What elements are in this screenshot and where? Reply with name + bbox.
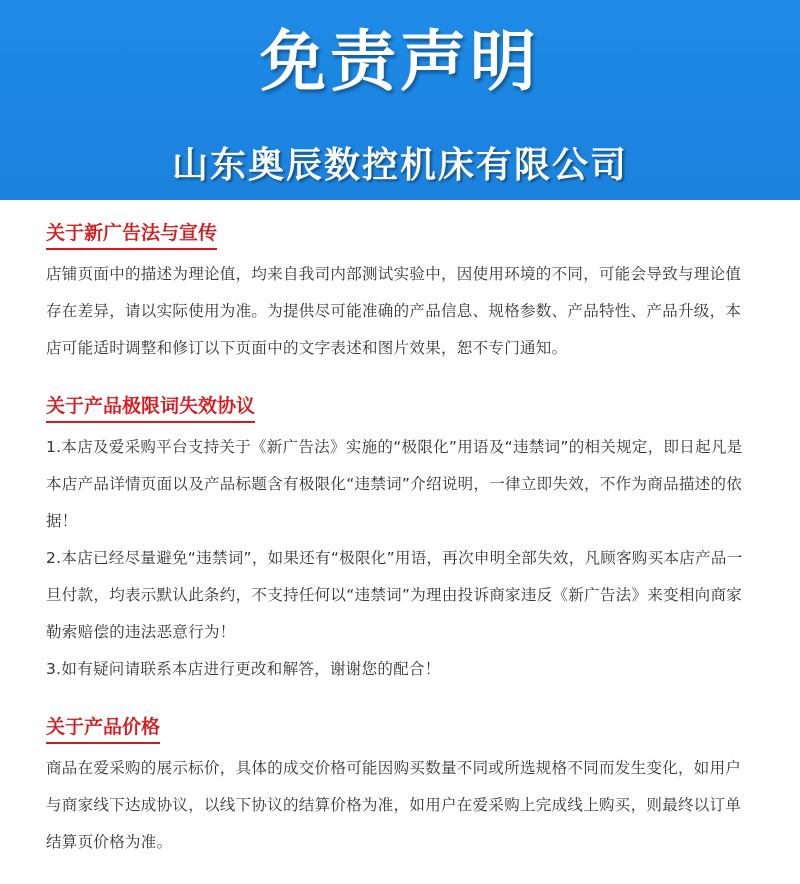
section-heading: 关于产品价格 [46,714,160,744]
company-name: 山东奥辰数控机床有限公司 [171,145,628,186]
section-paragraph: 店铺页面中的描述为理论值，均来自我司内部测试实验中，因使用环境的不同，可能会导致与理论值存在差异，请以实际使用为准。为提供尽可能准确的产品信息、规格参数、产品特性、产品升级，本店可能适时调整和修订以下页面中的文字表述和图片效果，恕不专门通知。 [46,265,742,357]
section-paragraph: 商品在爱采购的展示标价，具体的成交价格可能因购买数量不同或所选规格不同而发生变化，如用户与商家线下达成协议，以线下协议的结算价格为准，如用户在爱采购上完成线上购买，则最终以订单结算页价格为准。 [46,759,742,851]
page-title: 免责声明 [260,23,540,100]
header-banner [0,0,800,200]
section-paragraph: 3.如有疑问请联系本店进行更改和解答，谢谢您的配合！ [46,660,441,678]
section-heading: 关于产品极限词失效协议 [46,393,255,423]
section-advertising-law [46,220,756,367]
section-heading: 关于新广告法与宣传 [46,220,217,250]
section-product-price [46,714,756,861]
disclaimer-content [0,200,800,861]
section-paragraph: 2.本店已经尽量避免“违禁词”，如果还有“极限化”用语，再次申明全部失效，凡顾客购买本店产品一旦付款，均表示默认此条约，不支持任何以“违禁词”为理由投诉商家违反《新广告法》来变相向商家勒索赔偿的违法恶意行为！ [46,549,743,641]
section-paragraph: 1.本店及爱采购平台支持关于《新广告法》实施的“极限化”用语及“违禁词”的相关规定，即日起凡是本店产品详情页面以及产品标题含有极限化“违禁词”介绍说明，一律立即失效，不作为商品描述的依据！ [46,438,743,530]
section-superlative-terms [46,393,756,688]
